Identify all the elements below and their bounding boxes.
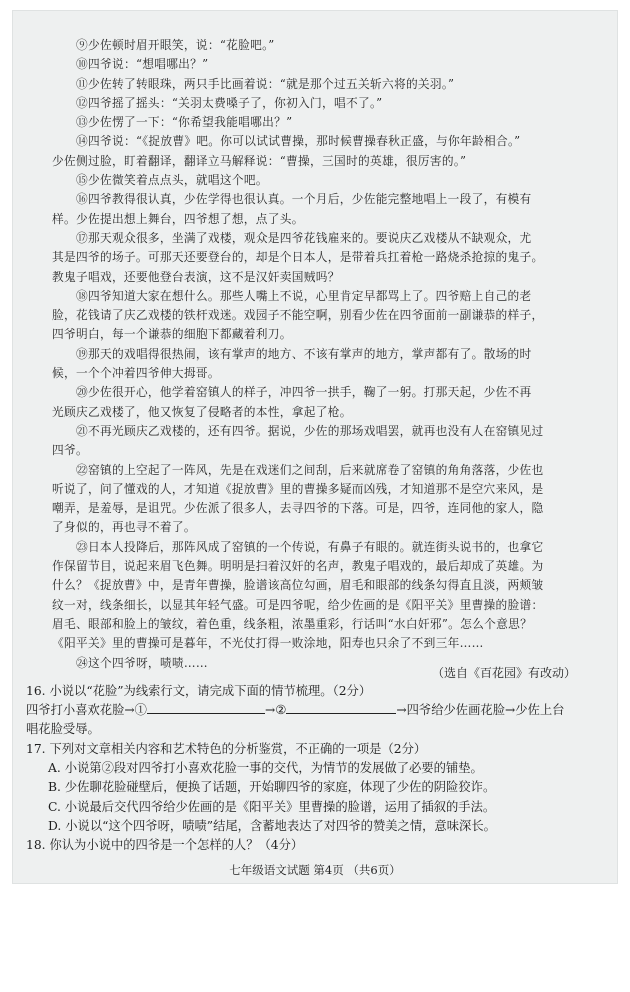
question-17-option: B. 少佐聊花脸碰壁后，便换了话题，开始聊四爷的家庭，体现了少佐的阴险狡诈。 <box>48 780 496 795</box>
flow-end-continued: 唱花脸受辱。 <box>26 722 100 737</box>
story-line: 脸，花钱请了庆乙戏楼的铁杆戏迷。戏园子不能空啊，别看少佐在四爷面前一副谦恭的样子， <box>52 308 544 323</box>
story-line: ⑭四爷说：“《捉放曹》吧。你可以试试曹操，那时候曹操春秋正盛，与你年龄相合。” <box>76 134 521 149</box>
question-16-prompt: 16. 小说以“花脸”为线索行文，请完成下面的情节梳理。（2分） <box>26 684 372 698</box>
question-17-option: C. 小说最后交代四爷给少佐画的是《阳平关》里曹操的脸谱，运用了插叙的手法。 <box>48 799 496 814</box>
question-18 <box>26 836 606 855</box>
story-line: ⑪少佐转了转眼珠，两只手比画着说：“就是那个过五关斩六将的关羽。” <box>76 76 455 91</box>
story-line: 候，一个个冲着四爷伸大拇哥。 <box>52 366 220 381</box>
story-line: ㉔这个四爷呀，啧啧…… <box>76 655 208 670</box>
story-line: 纹一对，线条细长，以显其年轻气盛。可是四爷呢，给少佐画的是《阳平关》里曹操的脸谱： <box>52 597 544 612</box>
question-17-option: D. 小说以“这个四爷呀，啧啧”结尾，含蓄地表达了对四爷的赞美之情，意味深长。 <box>48 818 496 833</box>
question-16-flow <box>26 701 606 720</box>
story-line: 样。少佐提出想上舞台，四爷想了想，点了头。 <box>52 211 304 226</box>
story-line: 什么？《捉放曹》中，是青年曹操，脸谱该高位勾画，眉毛和眼部的线条勾得直且淡，两颊皱 <box>52 578 544 593</box>
story-line: ⑱四爷知道大家在想什么。那些人嘴上不说，心里肯定早都骂上了。四爷赔上自己的老 <box>76 288 532 303</box>
story-line: ⑩四爷说：“想唱哪出？” <box>76 57 209 72</box>
question-16 <box>26 682 606 740</box>
story-line: 光顾庆乙戏楼了，他又恢复了侵略者的本性，拿起了枪。 <box>52 404 352 419</box>
story-line: 四爷明白，每一个谦恭的细胞下都藏着利刀。 <box>52 327 292 342</box>
story-line: 少佐侧过脸，盯着翻译，翻译立马解释说：“曹操，三国时的英雄，很厉害的。” <box>52 153 467 168</box>
story-line: ⑬少佐愣了一下：“你希望我能唱哪出？” <box>76 115 293 130</box>
answer-blank-1[interactable] <box>147 701 265 714</box>
page-footer: 七年级语文试题 第4页 （共6页） <box>229 863 401 877</box>
flow-start: 四爷打小喜欢花脸→① <box>26 703 147 718</box>
story-line: ⑨少佐顿时眉开眼笑，说：“花脸吧。” <box>76 38 275 52</box>
story-line: 了身似的，再也寻不着了。 <box>52 520 196 535</box>
story-line: 听说了，问了懂戏的人，才知道《捉放曹》里的曹操多疑而凶残，才知道那不是空穴来风，是 <box>52 481 544 496</box>
story-line: ⑮少佐微笑着点点头，就唱这个吧。 <box>76 173 268 188</box>
source-note: （选自《百花园》有改动） <box>431 666 576 680</box>
story-line: ⑫四爷摇了摇头：“关羽太费嗓子了，你初入门，唱不了。” <box>76 95 383 110</box>
story-line: 教鬼子唱戏，还要他登台表演，这不是汉奸卖国贼吗？ <box>52 269 340 284</box>
story-line: ㉓日本人投降后，那阵风成了窑镇的一个传说，有鼻子有眼的。就连街头说书的，也拿它 <box>76 539 544 554</box>
question-18-prompt: 18. 你认为小说中的四爷是一个怎样的人？（4分） <box>26 838 304 852</box>
story-line: 眉毛、眼部和脸上的皱纹，着色重，线条粗，浓墨重彩，行话叫“水白奸邪”。怎么个意思？ <box>52 616 533 631</box>
story-line: ⑳少佐很开心，他学着窑镇人的样子，冲四爷一拱手，鞠了一躬。打那天起，少佐不再 <box>76 385 532 400</box>
story-line: ⑯四爷教得很认真，少佐学得也很认真。一个月后，少佐能完整地唱上一段了，有模有 <box>76 192 532 207</box>
question-17 <box>26 740 606 836</box>
question-17-prompt: 17. 下列对文章相关内容和艺术特色的分析鉴赏，不正确的一项是（2分） <box>26 742 427 756</box>
story-line: 作保留节目，说起来眉飞色舞。明明是扫着汉奸的名声，教鬼子唱戏的，最后却成了英雄。为 <box>52 559 544 574</box>
story-text <box>52 36 592 673</box>
story-line: ⑲那天的戏唱得很热闹，该有掌声的地方、不该有掌声的地方，掌声都有了。散场的时 <box>76 346 532 361</box>
answer-blank-2[interactable] <box>286 701 396 714</box>
question-17-option: A. 小说第②段对四爷打小喜欢花脸一事的交代，为情节的发展做了必要的铺垫。 <box>48 761 483 776</box>
story-line: 《阳平关》里的曹操可是暮年，不光仗打得一败涂地，阳寿也只余了不到三年…… <box>52 636 484 651</box>
exam-page <box>12 10 618 884</box>
story-line: 嘲弄，是羞辱，是诅咒。少佐派了很多人，去寻四爷的下落。可是，四爷，连同他的家人，隐 <box>52 501 544 516</box>
story-line: 四爷。 <box>52 443 88 458</box>
story-line: ㉑不再光顾庆乙戏楼的，还有四爷。据说，少佐的那场戏唱罢，就再也没有人在窑镇见过 <box>76 423 544 438</box>
story-line: ㉒窑镇的上空起了一阵风，先是在戏迷们之间刮，后来就席卷了窑镇的角角落落，少佐也 <box>76 462 544 477</box>
flow-mid: →② <box>264 703 287 718</box>
flow-end: →四爷给少佐画花脸→少佐上台 <box>396 703 565 718</box>
story-line: ⑰那天观众很多，坐满了戏楼，观众是四爷花钱雇来的。要说庆乙戏楼从不缺观众，尤 <box>76 230 532 245</box>
story-line: 其是四爷的场子。可那天还要登台的，却是个日本人，是带着兵扛着枪一路烧杀抢掠的鬼子。 <box>52 250 544 265</box>
